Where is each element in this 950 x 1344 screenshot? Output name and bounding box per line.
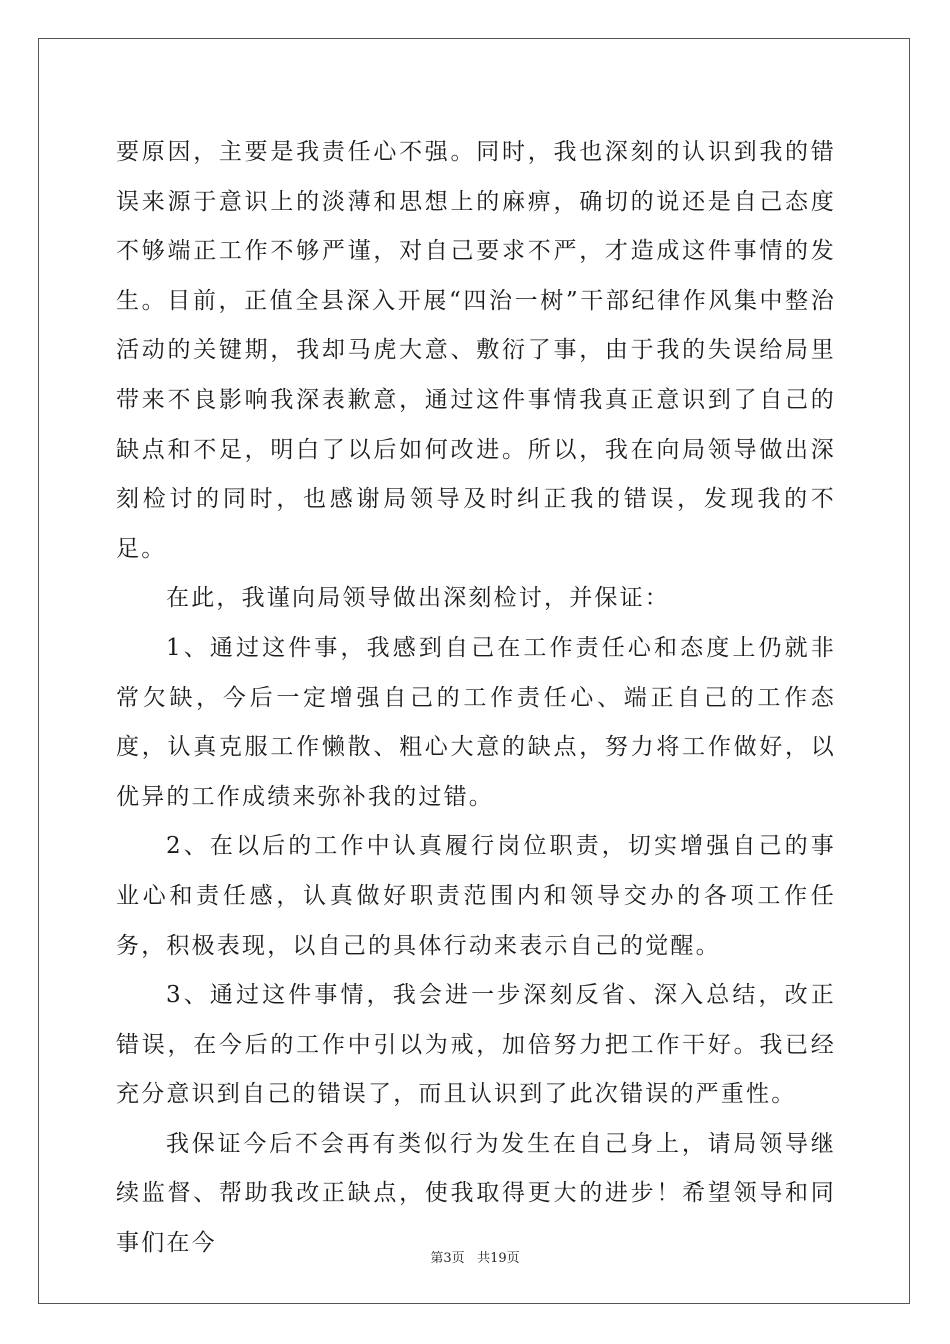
page-footer [0,1247,950,1266]
paragraph-4: 2、在以后的工作中认真履行岗位职责，切实增强自己的事业心和责任感，认真做好职责范围内和领导交办的各项工作任务，积极表现，以自己的具体行动来表示自己的觉醒。 [116,833,836,959]
paragraph-5: 3、通过这件事情，我会进一步深刻反省、深入总结，改正错误，在今后的工作中引以为戒，加倍努力把工作干好。我已经充分意识到自己的错误了，而且认识到了此次错误的严重性。 [116,982,836,1108]
page-number: 第3页 [430,1251,465,1266]
paragraph-6: 我保证今后不会再有类似行为发生在自己身上，请局领导继续监督、帮助我改正缺点，使我取得更大的进步！希望领导和同事们在今 [116,1130,836,1257]
paragraph-3: 1、通过这件事，我感到自己在工作责任心和态度上仍就非常欠缺，今后一定增强自己的工作责任心、端正自己的工作态度，认真克服工作懒散、粗心大意的缺点，努力将工作做好，以优异的工作成绩来弥补我的过错。 [116,634,836,810]
paragraph-2: 在此，我谨向局领导做出深刻检讨，并保证： [166,585,670,612]
page-total: 共19页 [477,1251,520,1266]
paragraph-1: 要原因，主要是我责任心不强。同时，我也深刻的认识到我的错误来源于意识上的淡薄和思想上的麻痹，确切的说还是自己态度不够端正工作不够严谨，对自己要求不严，才造成这件事情的发生。目前，正值全县深入开展“四治一树”干部纪律作风集中整治活动的关键期，我却马虎大意、敷衍了事，由于我的失误给局里带来不良影响我深表歉意，通过这件事情我真正意识到了自己的缺点和不足，明白了以后如何改进。所以，我在向局领导做出深刻检讨的同时，也感谢局领导及时纠正我的错误，发现我的不足。 [116,139,836,562]
document-body [116,128,836,1269]
